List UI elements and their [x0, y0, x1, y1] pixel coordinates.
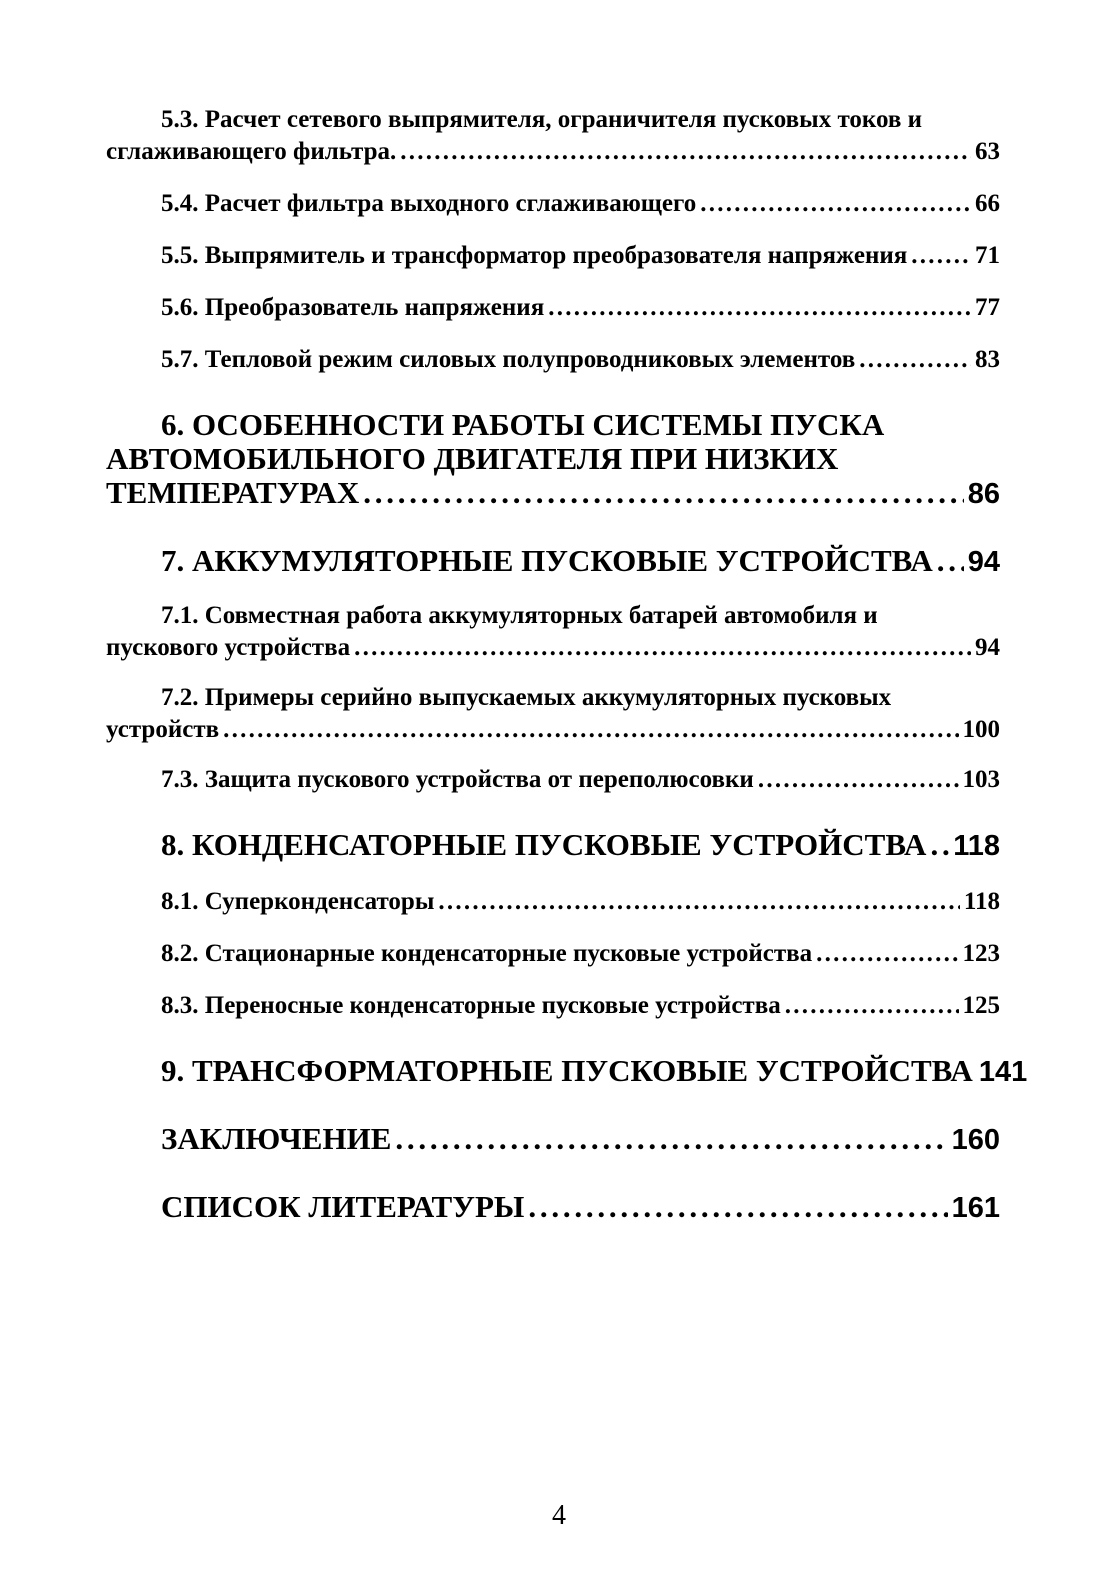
toc-entry-title-line1: 7.2. Примеры серийно выпускаемых аккумуляторных пусковых [161, 684, 892, 711]
toc-chapter-6 [106, 408, 1000, 511]
toc-entry-7-2 [106, 682, 1000, 746]
toc-entry-title: 7.3. Защита пускового устройства от переполюсовки [161, 766, 754, 793]
dot-leader [937, 544, 964, 578]
toc-page-number: 123 [962, 940, 1000, 967]
toc-entry-title-line2: сглаживающего фильтра. [106, 138, 397, 165]
toc-chapter-title: 8. КОНДЕНСАТОРНЫЕ ПУСКОВЫЕ УСТРОЙСТВА [161, 827, 927, 862]
toc-entry-8-3 [106, 990, 1000, 1022]
toc-chapter-title: СПИСОК ЛИТЕРАТУРЫ [161, 1189, 525, 1224]
toc-page-number: 103 [962, 766, 1000, 793]
toc-entry-title-line2: пускового устройства [106, 634, 351, 661]
dot-leader [911, 240, 971, 272]
toc-entry-title-line1: 7.1. Совместная работа аккумуляторных батарей автомобиля и [161, 602, 878, 629]
toc-chapter-7 [106, 544, 1000, 579]
toc-entry-5-4 [106, 188, 1000, 220]
toc-entry-title: 5.4. Расчет фильтра выходного сглаживающего [161, 190, 697, 217]
toc-entry-title-line2: устройств [106, 716, 220, 743]
toc-page-number: 63 [975, 138, 1000, 165]
dot-leader [548, 292, 971, 324]
toc-chapter-title: ЗАКЛЮЧЕНИЕ [161, 1121, 392, 1156]
toc-page-number: 86 [967, 478, 1000, 510]
toc-entry-5-3 [106, 104, 1000, 168]
toc-page-number: 83 [975, 346, 1000, 373]
toc-page-number: 118 [953, 830, 1000, 862]
toc-entry-5-5 [106, 240, 1000, 272]
toc-page-number: 161 [951, 1192, 1000, 1224]
dot-leader [859, 344, 971, 376]
toc-chapter-title-line3: ТЕМПЕРАТУРАХ [106, 475, 360, 510]
toc-entry-title: 5.6. Преобразователь напряжения [161, 294, 545, 321]
dot-leader [400, 136, 971, 168]
dot-leader [223, 714, 958, 746]
toc-page-number: 125 [962, 992, 1000, 1019]
dot-leader [363, 476, 964, 510]
toc-entry-title: 5.5. Выпрямитель и трансформатор преобразователя напряжения [161, 242, 908, 269]
toc-references [106, 1190, 1000, 1225]
toc-page-number: 94 [975, 634, 1000, 661]
dot-leader [354, 632, 971, 664]
toc-page-number: 71 [975, 242, 1000, 269]
dot-leader [785, 990, 959, 1022]
toc-chapter-title: 9. ТРАНСФОРМАТОРНЫЕ ПУСКОВЫЕ УСТРОЙСТВА [161, 1053, 973, 1088]
toc-entry-title: 8.3. Переносные конденсаторные пусковые устройства [161, 992, 781, 1019]
toc-entry-row [106, 136, 1000, 168]
toc-page-number: 66 [975, 190, 1000, 217]
toc-entry-7-3 [106, 764, 1000, 796]
page-number: 4 [552, 1500, 566, 1531]
toc-page-number: 94 [967, 546, 1000, 578]
toc-page-number: 141 [978, 1056, 1028, 1088]
dot-leader [438, 886, 960, 918]
toc-chapter-title-line1: 6. ОСОБЕННОСТИ РАБОТЫ СИСТЕМЫ ПУСКА [161, 407, 885, 442]
toc-chapter-8 [106, 828, 1000, 863]
toc-chapter-title: 7. АККУМУЛЯТОРНЫЕ ПУСКОВЫЕ УСТРОЙСТВА [161, 543, 933, 578]
dot-leader [816, 938, 958, 970]
toc-chapter-9 [106, 1053, 1028, 1089]
dot-leader [700, 188, 971, 220]
toc-page-number: 100 [962, 716, 1000, 743]
toc-entry-title-line1: 5.3. Расчет сетевого выпрямителя, ограничителя пусковых токов и [161, 106, 922, 133]
toc-page-number: 160 [951, 1124, 1000, 1156]
dot-leader [930, 828, 949, 862]
toc-page-number: 77 [975, 294, 1000, 321]
toc-entry-7-1 [106, 600, 1000, 664]
toc-entry-title: 8.1. Суперконденсаторы [161, 888, 435, 915]
dot-leader [395, 1122, 947, 1156]
toc-entry-5-7 [106, 344, 1000, 376]
toc-entry-8-2 [106, 938, 1000, 970]
toc-entry-title: 5.7. Тепловой режим силовых полупроводниковых элементов [161, 346, 856, 373]
dot-leader [758, 764, 959, 796]
toc-entry-8-1 [106, 886, 1000, 918]
toc-page-number: 118 [963, 888, 1000, 915]
toc-entry-title: 8.2. Стационарные конденсаторные пусковые устройства [161, 940, 813, 967]
toc-entry-5-6 [106, 292, 1000, 324]
dot-leader [528, 1190, 947, 1224]
toc-conclusion [106, 1122, 1000, 1157]
toc-chapter-title-line2: АВТОМОБИЛЬНОГО ДВИГАТЕЛЯ ПРИ НИЗКИХ [106, 441, 839, 476]
